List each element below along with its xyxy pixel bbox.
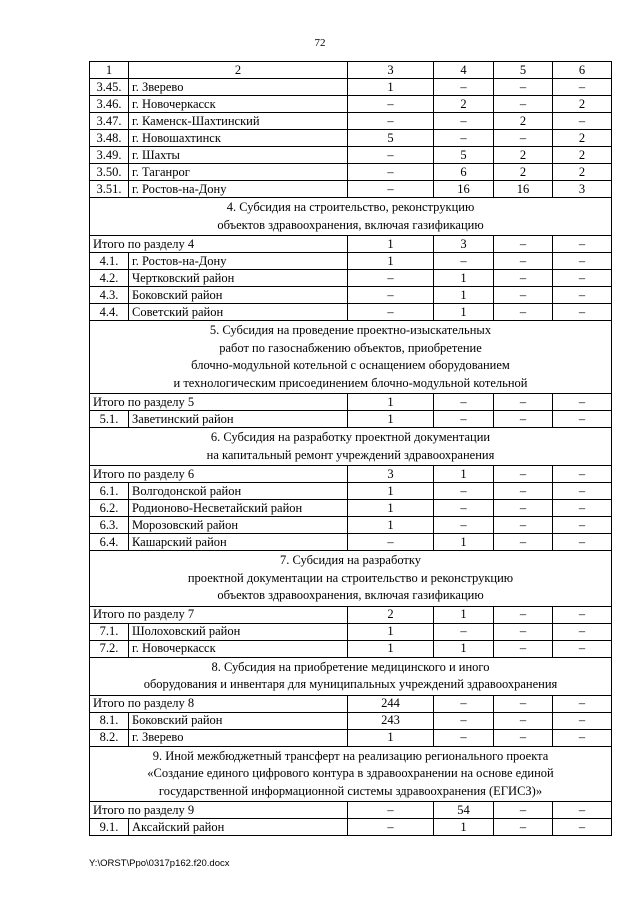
row-number: 3.48.	[90, 130, 129, 147]
value-cell-c3: 1	[348, 729, 434, 746]
value-cell-c6: –	[553, 411, 612, 428]
value-cell-c4: 1	[434, 466, 494, 483]
section-title-row	[90, 428, 612, 466]
value-cell-c4: –	[434, 394, 494, 411]
table-row	[90, 729, 612, 746]
value-cell-c3: –	[348, 304, 434, 321]
value-cell-c5: 16	[494, 181, 553, 198]
value-cell-c6: 2	[553, 147, 612, 164]
row-number: 7.1.	[90, 623, 129, 640]
table-row	[90, 411, 612, 428]
value-cell-c5: –	[494, 695, 553, 712]
value-cell-c6: –	[553, 712, 612, 729]
value-cell-c5: –	[494, 130, 553, 147]
section-title-line: блочно-модульной котельной с оснащением оборудованием	[191, 358, 510, 372]
value-cell-c6: –	[553, 253, 612, 270]
section-title-row	[90, 198, 612, 236]
value-cell-c3: –	[348, 802, 434, 819]
column-number: 6	[553, 62, 612, 79]
value-cell-c5: –	[494, 623, 553, 640]
row-name: Родионово-Несветайский район	[129, 500, 348, 517]
value-cell-c6: –	[553, 287, 612, 304]
section-title-line: и технологическим присоединением блочно-модульной котельной	[173, 375, 528, 390]
file-path-footer: Y:\ORST\Ppo\0317p162.f20.docx	[89, 858, 230, 869]
value-cell-c3: 1	[348, 236, 434, 253]
section-total-row	[90, 695, 612, 712]
section-total-label: Итого по разделу 5	[90, 394, 348, 411]
section-title-line: 7. Субсидия на разработку	[279, 553, 422, 567]
value-cell-c5: –	[494, 411, 553, 428]
value-cell-c6: –	[553, 466, 612, 483]
value-cell-c5: 2	[494, 147, 553, 164]
value-cell-c5: –	[494, 236, 553, 253]
value-cell-c4: –	[434, 253, 494, 270]
value-cell-c4: 3	[434, 236, 494, 253]
table-row	[90, 96, 612, 113]
value-cell-c5: –	[494, 466, 553, 483]
value-cell-c4: 1	[434, 304, 494, 321]
row-number: 3.50.	[90, 164, 129, 181]
row-name: г. Зверево	[129, 729, 348, 746]
section-title	[90, 551, 612, 607]
row-number: 4.1.	[90, 253, 129, 270]
value-cell-c3: 243	[348, 712, 434, 729]
section-title-line: объектов здравоохранения, включая газификацию	[217, 588, 484, 602]
value-cell-c5: –	[494, 712, 553, 729]
section-title-line: «Создание единого цифрового контура в здравоохранении на основе единой	[147, 766, 554, 780]
section-total-label: Итого по разделу 6	[90, 466, 348, 483]
value-cell-c4: –	[434, 695, 494, 712]
row-name: Шолоховский район	[129, 623, 348, 640]
table-row	[90, 500, 612, 517]
value-cell-c6: –	[553, 517, 612, 534]
value-cell-c4: –	[434, 500, 494, 517]
value-cell-c3: –	[348, 113, 434, 130]
value-cell-c4: 54	[434, 802, 494, 819]
value-cell-c5: –	[494, 270, 553, 287]
value-cell-c4: 1	[434, 606, 494, 623]
value-cell-c4: –	[434, 623, 494, 640]
value-cell-c6: –	[553, 819, 612, 836]
row-number: 3.49.	[90, 147, 129, 164]
value-cell-c4: –	[434, 483, 494, 500]
row-name: г. Ростов-на-Дону	[129, 253, 348, 270]
table-row	[90, 147, 612, 164]
row-number: 9.1.	[90, 819, 129, 836]
value-cell-c5: –	[494, 802, 553, 819]
value-cell-c6: –	[553, 500, 612, 517]
row-name: Боковский район	[129, 287, 348, 304]
value-cell-c3: 1	[348, 640, 434, 657]
value-cell-c6: –	[553, 729, 612, 746]
column-number: 1	[90, 62, 129, 79]
section-total-label: Итого по разделу 9	[90, 802, 348, 819]
value-cell-c3: 3	[348, 466, 434, 483]
row-name: Чертковский район	[129, 270, 348, 287]
value-cell-c3: –	[348, 270, 434, 287]
value-cell-c4: 1	[434, 819, 494, 836]
section-total-label: Итого по разделу 7	[90, 606, 348, 623]
value-cell-c6: –	[553, 695, 612, 712]
value-cell-c3: 1	[348, 483, 434, 500]
row-name: Кашарский район	[129, 534, 348, 551]
value-cell-c3: 1	[348, 517, 434, 534]
section-title-line: работ по газоснабжению объектов, приобретение	[219, 340, 482, 355]
row-name: г. Ростов-на-Дону	[129, 181, 348, 198]
value-cell-c3: –	[348, 534, 434, 551]
value-cell-c6: –	[553, 270, 612, 287]
row-number: 4.3.	[90, 287, 129, 304]
table-row	[90, 130, 612, 147]
section-title-row	[90, 321, 612, 394]
value-cell-c4: 1	[434, 270, 494, 287]
row-number: 8.1.	[90, 712, 129, 729]
row-name: г. Новочеркасск	[129, 96, 348, 113]
column-number-row	[90, 62, 612, 79]
value-cell-c5: 2	[494, 164, 553, 181]
value-cell-c3: 244	[348, 695, 434, 712]
section-total-label: Итого по разделу 4	[90, 236, 348, 253]
value-cell-c3: –	[348, 181, 434, 198]
value-cell-c4: –	[434, 79, 494, 96]
section-title	[90, 657, 612, 695]
row-name: г. Новошахтинск	[129, 130, 348, 147]
value-cell-c5: –	[494, 483, 553, 500]
section-title-line: проектной документации на строительство и реконструкцию	[187, 570, 514, 585]
value-cell-c4: 1	[434, 640, 494, 657]
section-title-line: оборудования и инвентаря для муниципальных учреждений здравоохранения	[143, 677, 558, 691]
table-row	[90, 517, 612, 534]
value-cell-c5: –	[494, 729, 553, 746]
value-cell-c6: –	[553, 483, 612, 500]
value-cell-c5: –	[494, 534, 553, 551]
row-number: 6.4.	[90, 534, 129, 551]
table-row	[90, 304, 612, 321]
value-cell-c5: –	[494, 640, 553, 657]
row-name: Заветинский район	[129, 411, 348, 428]
table-row	[90, 270, 612, 287]
value-cell-c3: 2	[348, 606, 434, 623]
value-cell-c3: –	[348, 819, 434, 836]
value-cell-c6: 3	[553, 181, 612, 198]
table-row	[90, 483, 612, 500]
value-cell-c4: –	[434, 517, 494, 534]
value-cell-c5: –	[494, 606, 553, 623]
value-cell-c5: –	[494, 819, 553, 836]
row-number: 6.2.	[90, 500, 129, 517]
value-cell-c4: –	[434, 411, 494, 428]
row-number: 6.1.	[90, 483, 129, 500]
column-number: 3	[348, 62, 434, 79]
row-number: 3.46.	[90, 96, 129, 113]
row-name: Боковский район	[129, 712, 348, 729]
row-name: г. Таганрог	[129, 164, 348, 181]
value-cell-c3: –	[348, 164, 434, 181]
section-title-line: 9. Иной межбюджетный трансферт на реализацию регионального проекта	[152, 748, 549, 763]
table-row	[90, 253, 612, 270]
section-title-line: 6. Субсидия на разработку проектной документации	[210, 430, 491, 444]
value-cell-c5: –	[494, 79, 553, 96]
row-name: г. Новочеркасск	[129, 640, 348, 657]
row-name: Аксайский район	[129, 819, 348, 836]
section-title-line: на капитальный ремонт учреждений здравоохранения	[206, 447, 495, 462]
value-cell-c4: –	[434, 712, 494, 729]
row-number: 6.3.	[90, 517, 129, 534]
value-cell-c5: –	[494, 517, 553, 534]
row-name: г. Каменск-Шахтинский	[129, 113, 348, 130]
table-row	[90, 640, 612, 657]
row-name: Советский район	[129, 304, 348, 321]
value-cell-c3: 1	[348, 500, 434, 517]
row-name: г. Шахты	[129, 147, 348, 164]
section-title-line: 4. Субсидия на строительство, реконструкцию	[226, 200, 475, 214]
value-cell-c4: –	[434, 729, 494, 746]
row-number: 4.4.	[90, 304, 129, 321]
section-title-line: государственной информационной системы здравоохранения (ЕГИСЗ)»	[158, 783, 543, 798]
value-cell-c3: 5	[348, 130, 434, 147]
data-table	[89, 61, 612, 836]
table-row	[90, 79, 612, 96]
value-cell-c4: 2	[434, 96, 494, 113]
value-cell-c5: –	[494, 96, 553, 113]
section-title	[90, 428, 612, 466]
section-total-row	[90, 802, 612, 819]
value-cell-c4: 6	[434, 164, 494, 181]
value-cell-c3: 1	[348, 394, 434, 411]
page-number: 72	[314, 37, 326, 49]
section-title-row	[90, 746, 612, 802]
value-cell-c5: 2	[494, 113, 553, 130]
row-number: 3.47.	[90, 113, 129, 130]
section-total-label: Итого по разделу 8	[90, 695, 348, 712]
value-cell-c5: –	[494, 500, 553, 517]
column-number: 4	[434, 62, 494, 79]
section-title-row	[90, 551, 612, 607]
section-title	[90, 321, 612, 394]
value-cell-c6: –	[553, 640, 612, 657]
value-cell-c4: 16	[434, 181, 494, 198]
value-cell-c6: –	[553, 236, 612, 253]
table-row	[90, 164, 612, 181]
section-title	[90, 198, 612, 236]
value-cell-c6: –	[553, 113, 612, 130]
table-row	[90, 287, 612, 304]
row-number: 5.1.	[90, 411, 129, 428]
value-cell-c4: 1	[434, 287, 494, 304]
value-cell-c3: –	[348, 147, 434, 164]
column-number: 2	[129, 62, 348, 79]
table-row	[90, 819, 612, 836]
section-total-row	[90, 394, 612, 411]
row-number: 7.2.	[90, 640, 129, 657]
section-total-row	[90, 466, 612, 483]
value-cell-c6: –	[553, 534, 612, 551]
row-number: 3.51.	[90, 181, 129, 198]
value-cell-c3: 1	[348, 79, 434, 96]
value-cell-c3: 1	[348, 623, 434, 640]
value-cell-c5: –	[494, 253, 553, 270]
section-title	[90, 746, 612, 802]
table-row	[90, 113, 612, 130]
table-row	[90, 623, 612, 640]
section-title-line: объектов здравоохранения, включая газификацию	[217, 217, 484, 232]
column-number: 5	[494, 62, 553, 79]
value-cell-c6: 2	[553, 96, 612, 113]
table-row	[90, 712, 612, 729]
value-cell-c4: –	[434, 113, 494, 130]
row-number: 3.45.	[90, 79, 129, 96]
value-cell-c5: –	[494, 394, 553, 411]
row-name: Морозовский район	[129, 517, 348, 534]
section-total-row	[90, 606, 612, 623]
value-cell-c3: 1	[348, 253, 434, 270]
value-cell-c6: 2	[553, 130, 612, 147]
value-cell-c4: –	[434, 130, 494, 147]
value-cell-c4: 5	[434, 147, 494, 164]
value-cell-c5: –	[494, 287, 553, 304]
value-cell-c6: 2	[553, 164, 612, 181]
row-name: г. Зверево	[129, 79, 348, 96]
value-cell-c6: –	[553, 802, 612, 819]
value-cell-c6: –	[553, 623, 612, 640]
section-title-line: 5. Субсидия на проведение проектно-изыскательных	[209, 323, 492, 337]
table-row	[90, 534, 612, 551]
value-cell-c6: –	[553, 79, 612, 96]
row-number: 4.2.	[90, 270, 129, 287]
value-cell-c5: –	[494, 304, 553, 321]
row-number: 8.2.	[90, 729, 129, 746]
table-row	[90, 181, 612, 198]
value-cell-c6: –	[553, 394, 612, 411]
section-title-row	[90, 657, 612, 695]
value-cell-c3: –	[348, 96, 434, 113]
value-cell-c3: –	[348, 287, 434, 304]
section-total-row	[90, 236, 612, 253]
section-title-line: 8. Субсидия на приобретение медицинского и иного	[211, 659, 490, 674]
value-cell-c6: –	[553, 606, 612, 623]
row-name: Волгодонской район	[129, 483, 348, 500]
value-cell-c4: 1	[434, 534, 494, 551]
value-cell-c6: –	[553, 304, 612, 321]
value-cell-c3: 1	[348, 411, 434, 428]
